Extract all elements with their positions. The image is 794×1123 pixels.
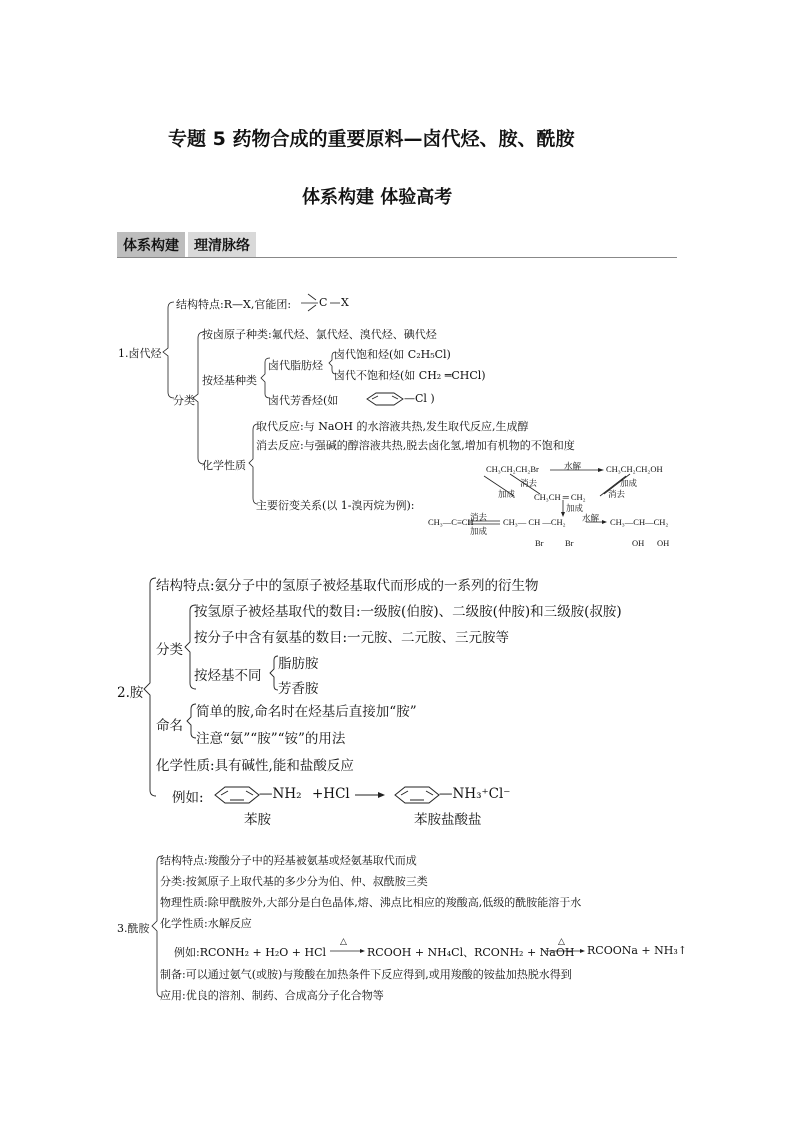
section-tag-right: 理清脉络: [188, 232, 256, 258]
halide-structure: 结构特点:R—X,官能团:: [176, 298, 292, 311]
halide-aromatic-pre: 卤代芳香烃(如: [268, 394, 339, 407]
rx-mid: CH₃CH ═ CH₂: [534, 492, 586, 502]
halide-chem: 化学性质: [202, 459, 246, 472]
rx-top-right: CH₃CH₂CH₂OH: [606, 464, 663, 474]
halide-aliphatic: 卤代脂肪烃: [268, 359, 323, 372]
halide-derivation: 主要衍变关系(以 1-溴丙烷为例):: [256, 499, 415, 512]
amine-nh2: —NH₂: [259, 786, 302, 802]
rx-br-2: Br: [565, 538, 574, 548]
halide-by-halogen: 按卤原子种类:氟代烃、氯代烃、溴代烃、碘代烃: [202, 328, 437, 341]
halide-saturated: 卤代饱和烃(如 C₂H₅Cl): [334, 348, 451, 361]
rx-elim-3: 消去: [470, 512, 488, 522]
amine-by-type: 按烃基不同: [194, 668, 262, 684]
rx-bot-mid: CH₃— CH —CH₂: [503, 517, 566, 527]
rx-oh-2: OH: [657, 538, 670, 548]
halide-substitution: 取代反应:与 NaOH 的水溶液共热,发生取代反应,生成醇: [256, 420, 529, 433]
rx-add-1: 加成: [498, 489, 516, 499]
rx-top-left: CH₃CH₂CH₂Br: [486, 464, 539, 474]
amine-by-amino: 按分子中含有氨基的数目:一元胺、二元胺、三元胺等: [194, 630, 510, 646]
halide-classify: 分类: [173, 394, 195, 407]
amide-structure: 结构特点:羧酸分子中的羟基被氨基或烃氨基取代而成: [160, 854, 417, 867]
halide-brace: [163, 302, 174, 398]
fg-x: X: [341, 296, 349, 309]
page-subtitle: 体系构建 体验高考: [302, 187, 453, 208]
rx-add-3: 加成: [566, 503, 584, 513]
amine-naming-1: 简单的胺,命名时在烃基后直接加“胺”: [196, 704, 417, 720]
amine-structure: 结构特点:氨分子中的氢原子被烃基取代而形成的一系列的衍生物: [156, 578, 539, 594]
amide-example-3: RCOONa + NH₃↑: [587, 944, 687, 957]
amine-example: 例如:: [172, 790, 204, 806]
amine-nh3cl: —NH₃⁺Cl⁻: [439, 786, 511, 802]
amide-physical: 物理性质:除甲酰胺外,大部分是白色晶体,熔、沸点比相应的羧酸高,低级的酰胺能溶于水: [160, 896, 582, 909]
amide-prep: 制备:可以通过氨气(或胺)与羧酸在加热条件下反应得到,或用羧酸的铵盐加热脱水得到: [160, 968, 572, 981]
rx-elim-2: 消去: [608, 489, 626, 499]
halide-unsaturated: 卤代不饱和烃(如 CH₂ ═CHCl): [334, 369, 486, 382]
amine-aromatic: 芳香胺: [278, 681, 319, 697]
halide-elimination: 消去反应:与强碱的醇溶液共热,脱去卤化氢,增加有机物的不饱和度: [256, 439, 575, 452]
rx-bot-right: CH₃—CH—CH₂: [610, 517, 669, 527]
amine-classify: 分类: [156, 642, 183, 658]
halide-by-hydrocarbon: 按烃基种类: [202, 374, 257, 387]
rx-add-4: 加成: [470, 526, 488, 536]
amine-naming: 命名: [156, 718, 183, 734]
amide-example-1: 例如:RCONH₂ + H₂O + HCl: [174, 946, 327, 959]
section-tag-left: 体系构建: [117, 232, 185, 258]
amine-aniline-hcl-label: 苯胺盐酸盐: [414, 812, 482, 828]
fg-c: C: [319, 296, 328, 309]
halide-root: 1.卤代烃: [118, 347, 162, 360]
fg-bond-2: [308, 305, 316, 311]
rx-add-2: 加成: [620, 478, 638, 488]
amide-use: 应用:优良的溶剂、制药、合成高分子化合物等: [160, 989, 384, 1002]
amide-example-2: RCOOH + NH₄Cl、RCONH₂ + NaOH: [367, 946, 575, 959]
amide-classify: 分类:按氮原子上取代基的多少分为伯、仲、叔酰胺三类: [160, 875, 428, 888]
amine-chem: 化学性质:具有碱性,能和盐酸反应: [156, 758, 354, 774]
amide-chem: 化学性质:水解反应: [160, 917, 252, 930]
halide-aromatic-post: —Cl ): [404, 392, 435, 405]
rx-water-1: 水解: [564, 461, 582, 471]
amide-delta-2: △: [558, 937, 565, 947]
amine-by-number: 按氢原子被烃基取代的数目:一级胺(伯胺)、二级胺(仲胺)和三级胺(叔胺): [194, 604, 622, 620]
fg-bond-1: [308, 294, 316, 300]
rx-elim-1: 消去: [520, 478, 538, 488]
amine-aliphatic: 脂肪胺: [278, 656, 319, 672]
amine-brace: [144, 578, 156, 796]
rx-oh-1: OH: [632, 538, 645, 548]
rx-water-2: 水解: [582, 513, 600, 523]
amide-delta-1: △: [340, 937, 347, 947]
rx-br-1: Br: [535, 538, 544, 548]
amine-plus-hcl: +HCl: [312, 786, 350, 802]
amine-naming-2: 注意“氨”“胺”“铵”的用法: [196, 731, 346, 747]
rx-bot-left: CH₃—C≡CH: [428, 517, 474, 527]
amine-root: 2.胺: [117, 685, 144, 701]
amine-aniline-label: 苯胺: [244, 812, 271, 828]
amide-root: 3.酰胺: [117, 922, 150, 935]
page-title: 专题 5 药物合成的重要原料—卤代烃、胺、酰胺: [168, 128, 575, 150]
chem-brace: [249, 424, 258, 504]
